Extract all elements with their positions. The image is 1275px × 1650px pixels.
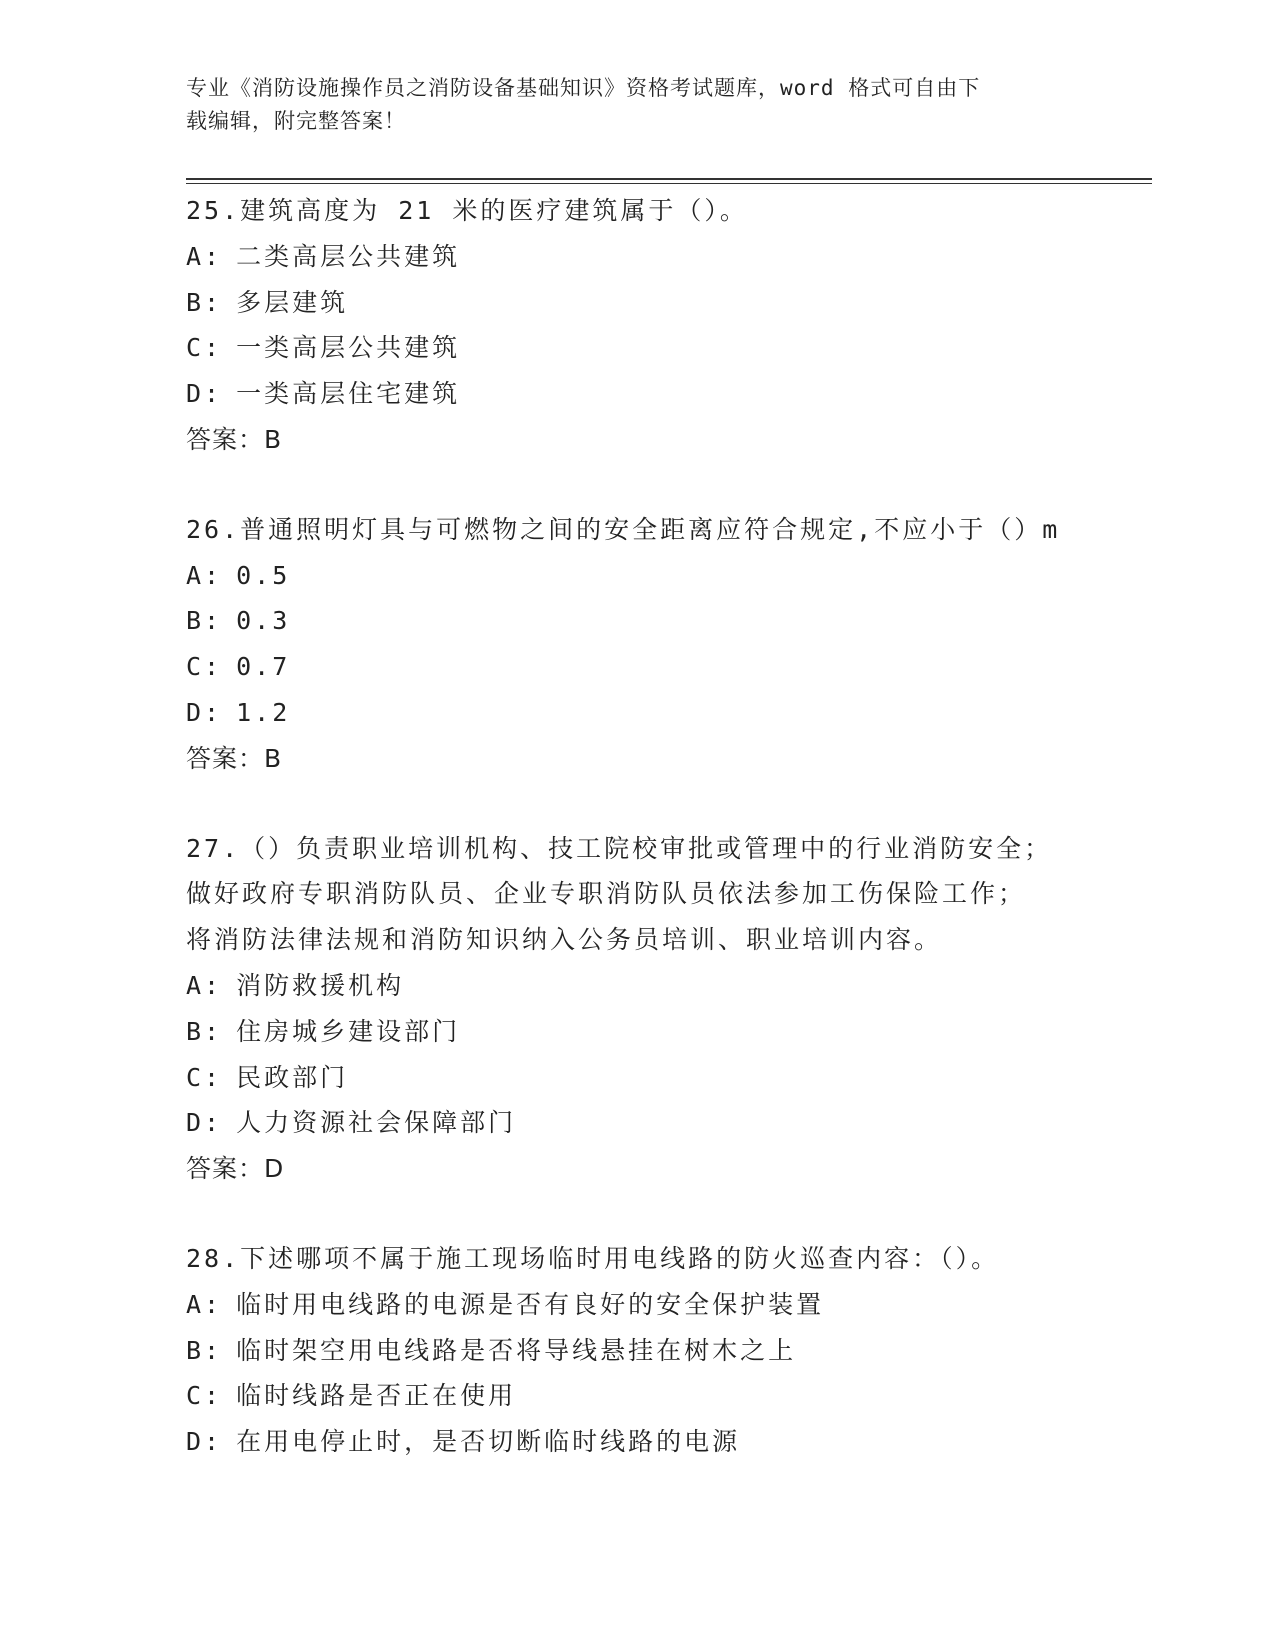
answer-label: 答案：B [186, 424, 283, 454]
option-key: A: [186, 1289, 223, 1319]
option-text: 人力资源社会保障部门 [236, 1108, 517, 1138]
option-key: C: [186, 1381, 223, 1411]
question-list [186, 188, 1166, 1509]
option-key: B: [186, 1335, 223, 1365]
option-key: B: [186, 287, 223, 317]
option-d [186, 371, 1166, 417]
option-b [186, 1328, 1166, 1374]
question-stem-line-3: 将消防法律法规和消防知识纳入公务员培训、职业培训内容。 [186, 925, 943, 955]
option-text: 临时线路是否正在使用 [236, 1381, 517, 1411]
option-text: 0.7 [236, 652, 291, 682]
option-key: D: [186, 697, 223, 727]
header-line-1: 专业《消防设施操作员之消防设备基础知识》资格考试题库，word 格式可自由下 [186, 76, 981, 100]
option-text: 临时用电线路的电源是否有良好的安全保护装置 [236, 1289, 825, 1319]
option-key: A: [186, 241, 223, 271]
option-key: A: [186, 560, 223, 590]
option-key: C: [186, 333, 223, 363]
question-stem-line-2: 做好政府专职消防队员、企业专职消防队员依法参加工伤保险工作； [186, 879, 1027, 909]
option-text: 一类高层公共建筑 [236, 333, 461, 363]
question-28 [186, 1236, 1166, 1465]
option-c [186, 1373, 1166, 1419]
option-a [186, 553, 1166, 599]
header-divider-thin [186, 183, 1152, 184]
option-key: D: [186, 379, 223, 409]
header-divider-thick [186, 178, 1152, 180]
answer-label: 答案：D [186, 1154, 285, 1184]
option-key: D: [186, 1427, 223, 1457]
option-text: 1.2 [236, 697, 291, 727]
option-c [186, 1055, 1166, 1101]
question-26 [186, 507, 1166, 782]
option-key: C: [186, 1062, 223, 1092]
option-d [186, 1100, 1166, 1146]
question-27 [186, 826, 1166, 1192]
option-b [186, 1009, 1166, 1055]
option-d [186, 1419, 1166, 1465]
option-key: A: [186, 970, 223, 1000]
question-25 [186, 188, 1166, 463]
document-header [186, 72, 1086, 138]
option-a [186, 963, 1166, 1009]
question-stem: 26.普通照明灯具与可燃物之间的安全距离应符合规定,不应小于（）m [186, 514, 1061, 544]
option-key: C: [186, 652, 223, 682]
option-text: 二类高层公共建筑 [236, 241, 461, 271]
question-stem-line-1: 27.（）负责职业培训机构、技工院校审批或管理中的行业消防安全； [186, 833, 1053, 863]
option-text: 在用电停止时，是否切断临时线路的电源 [236, 1427, 741, 1457]
question-stem: 25.建筑高度为 21 米的医疗建筑属于（）。 [186, 196, 748, 225]
option-key: D: [186, 1108, 223, 1138]
option-text: 民政部门 [236, 1062, 349, 1092]
option-c [186, 644, 1166, 690]
answer-label: 答案：B [186, 743, 283, 773]
option-key: B: [186, 1016, 223, 1046]
option-d [186, 690, 1166, 736]
option-text: 住房城乡建设部门 [236, 1016, 461, 1046]
option-text: 0.5 [236, 560, 291, 590]
option-b [186, 598, 1166, 644]
option-text: 消防救援机构 [236, 970, 405, 1000]
option-text: 临时架空用电线路是否将导线悬挂在树木之上 [236, 1335, 797, 1365]
option-text: 一类高层住宅建筑 [236, 379, 461, 409]
question-stem: 28.下述哪项不属于施工现场临时用电线路的防火巡查内容：（）。 [186, 1243, 1000, 1273]
option-b [186, 280, 1166, 326]
option-key: B: [186, 606, 223, 636]
option-c [186, 325, 1166, 371]
option-text: 0.3 [236, 606, 291, 636]
option-a [186, 1282, 1166, 1328]
option-a [186, 234, 1166, 280]
option-text: 多层建筑 [236, 287, 349, 317]
header-line-2: 载编辑，附完整答案！ [186, 109, 406, 133]
